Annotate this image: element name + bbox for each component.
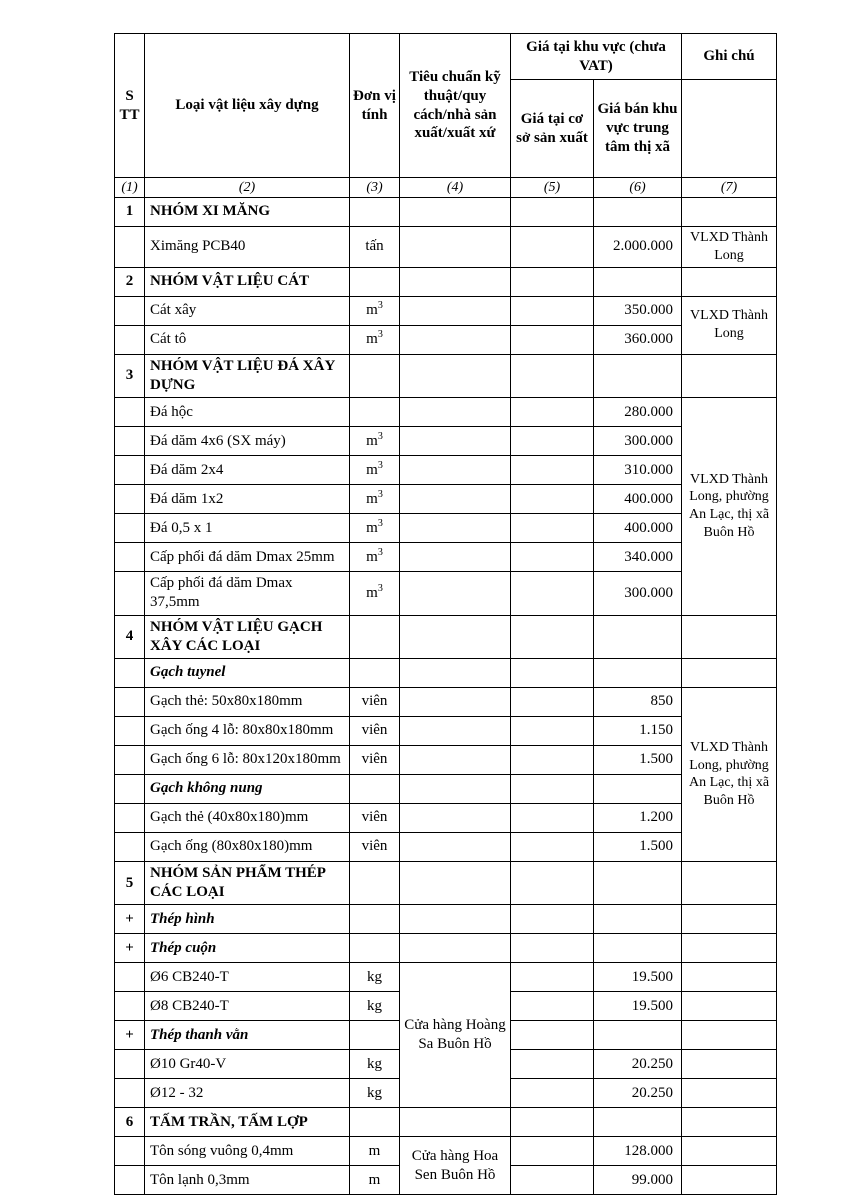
unit-cell: viên [350, 803, 400, 832]
standard-cell [400, 514, 511, 543]
standard-cell: Cửa hàng Hoàng Sa Buôn Hồ [400, 963, 511, 1108]
unit-cell: m [350, 1137, 400, 1166]
standard-cell [400, 398, 511, 427]
table-row [115, 716, 777, 745]
material-cell: Cát tô [145, 325, 350, 354]
material-cell: Đá dăm 2x4 [145, 456, 350, 485]
price-center-cell [594, 198, 682, 227]
price-origin-cell [511, 198, 594, 227]
price-origin-cell [511, 905, 594, 934]
table-row [115, 572, 777, 615]
stt-cell [115, 745, 145, 774]
note-cell: VLXD Thành Long, phường An Lạc, thị xã Buôn Hồ [682, 398, 777, 615]
standard-cell [400, 687, 511, 716]
note-cell [682, 1108, 777, 1137]
price-origin-cell [511, 543, 594, 572]
standard-cell [400, 745, 511, 774]
material-cell: Tôn lạnh 0,3mm [145, 1166, 350, 1195]
note-cell [682, 1079, 777, 1108]
material-cell: Đá dăm 1x2 [145, 485, 350, 514]
unit-cell [350, 398, 400, 427]
unit-cell [350, 354, 400, 397]
table-row [115, 658, 777, 687]
price-center-cell [594, 1021, 682, 1050]
price-origin-cell [511, 1137, 594, 1166]
header-stt: S TT [115, 34, 145, 178]
stt-cell [115, 572, 145, 615]
unit-cell: tấn [350, 227, 400, 268]
standard-cell [400, 572, 511, 615]
superscript-3: 3 [377, 459, 383, 471]
table-row [115, 1137, 777, 1166]
col-number: (6) [594, 178, 682, 198]
price-center-cell: 1.500 [594, 832, 682, 861]
material-cell: Tôn sóng vuông 0,4mm [145, 1137, 350, 1166]
unit-cell: kg [350, 1050, 400, 1079]
standard-cell [400, 803, 511, 832]
stt-cell [115, 1079, 145, 1108]
standard-cell [400, 296, 511, 325]
material-cell: Gạch thẻ: 50x80x180mm [145, 687, 350, 716]
table-row [115, 832, 777, 861]
material-cell: Đá 0,5 x 1 [145, 514, 350, 543]
material-cell: Thép thanh vằn [145, 1021, 350, 1050]
unit-cell: kg [350, 963, 400, 992]
superscript-3: 3 [377, 300, 383, 312]
table-body [115, 198, 777, 1195]
stt-cell [115, 514, 145, 543]
table-row [115, 354, 777, 397]
price-center-cell: 2.000.000 [594, 227, 682, 268]
price-origin-cell [511, 227, 594, 268]
note-cell [682, 1137, 777, 1166]
standard-cell [400, 934, 511, 963]
stt-cell [115, 456, 145, 485]
unit-cell [350, 658, 400, 687]
unit-cell: $m^3$ [350, 572, 400, 615]
price-origin-cell [511, 1108, 594, 1137]
col-number: (3) [350, 178, 400, 198]
unit-cell: viên [350, 687, 400, 716]
price-origin-cell [511, 992, 594, 1021]
standard-cell [400, 198, 511, 227]
price-center-cell [594, 1108, 682, 1137]
header-price-group: Giá tại khu vực (chưa VAT) [511, 34, 682, 80]
standard-cell [400, 427, 511, 456]
price-center-cell: 1.200 [594, 803, 682, 832]
price-origin-cell [511, 1166, 594, 1195]
price-center-cell: 99.000 [594, 1166, 682, 1195]
material-cell: NHÓM VẬT LIỆU ĐÁ XÂY DỰNG [145, 354, 350, 397]
table-row [115, 543, 777, 572]
table-row [115, 963, 777, 992]
note-cell [682, 1050, 777, 1079]
standard-cell [400, 1108, 511, 1137]
price-origin-cell [511, 716, 594, 745]
stt-cell [115, 832, 145, 861]
unit-cell [350, 861, 400, 904]
price-origin-cell [511, 615, 594, 658]
stt-cell [115, 427, 145, 456]
table-row [115, 905, 777, 934]
price-center-cell [594, 905, 682, 934]
price-center-cell: 19.500 [594, 992, 682, 1021]
price-origin-cell [511, 456, 594, 485]
material-cell: Cấp phối đá dăm Dmax 37,5mm [145, 572, 350, 615]
superscript-3: 3 [377, 546, 383, 558]
note-cell [682, 861, 777, 904]
price-origin-cell [511, 485, 594, 514]
material-cell: NHÓM XI MĂNG [145, 198, 350, 227]
material-cell: Gạch thẻ (40x80x180)mm [145, 803, 350, 832]
standard-cell: Cửa hàng Hoa Sen Buôn Hồ [400, 1137, 511, 1195]
price-center-cell [594, 354, 682, 397]
unit-cell [350, 267, 400, 296]
price-origin-cell [511, 398, 594, 427]
stt-cell [115, 485, 145, 514]
table-row [115, 296, 777, 325]
col-number: (2) [145, 178, 350, 198]
note-cell [682, 934, 777, 963]
col-number: (7) [682, 178, 777, 198]
material-cell: Thép hình [145, 905, 350, 934]
price-origin-cell [511, 658, 594, 687]
price-center-cell [594, 658, 682, 687]
stt-cell: + [115, 905, 145, 934]
price-center-cell [594, 615, 682, 658]
stt-cell [115, 687, 145, 716]
material-cell: Ø12 - 32 [145, 1079, 350, 1108]
table-row [115, 615, 777, 658]
price-center-cell: 19.500 [594, 963, 682, 992]
note-cell [682, 1021, 777, 1050]
table-row [115, 198, 777, 227]
table-row [115, 325, 777, 354]
price-center-cell: 340.000 [594, 543, 682, 572]
stt-cell: 5 [115, 861, 145, 904]
unit-cell [350, 905, 400, 934]
note-cell: VLXD Thành Long, phường An Lạc, thị xã Buôn Hồ [682, 687, 777, 861]
stt-cell [115, 325, 145, 354]
table-row [115, 485, 777, 514]
standard-cell [400, 267, 511, 296]
header-material: Loại vật liệu xây dựng [145, 34, 350, 178]
price-center-cell: 850 [594, 687, 682, 716]
price-center-cell: 360.000 [594, 325, 682, 354]
table-row [115, 803, 777, 832]
unit-cell: $m^3$ [350, 427, 400, 456]
superscript-3: 3 [377, 329, 383, 341]
material-cell: Gạch tuynel [145, 658, 350, 687]
header-note: Ghi chú [682, 34, 777, 80]
material-cell: Đá dăm 4x6 (SX máy) [145, 427, 350, 456]
standard-cell [400, 832, 511, 861]
price-origin-cell [511, 427, 594, 456]
unit-cell: $m^3$ [350, 543, 400, 572]
stt-cell [115, 543, 145, 572]
price-center-cell: 20.250 [594, 1050, 682, 1079]
material-cell: Ø6 CB240-T [145, 963, 350, 992]
price-center-cell: 1.150 [594, 716, 682, 745]
price-center-cell: 20.250 [594, 1079, 682, 1108]
stt-cell [115, 774, 145, 803]
note-cell [682, 963, 777, 992]
material-cell: Đá hộc [145, 398, 350, 427]
header-unit: Đơn vị tính [350, 34, 400, 178]
note-cell [682, 354, 777, 397]
price-origin-cell [511, 1079, 594, 1108]
note-cell [682, 615, 777, 658]
table-row [115, 774, 777, 803]
standard-cell [400, 658, 511, 687]
price-center-cell: 280.000 [594, 398, 682, 427]
price-origin-cell [511, 1050, 594, 1079]
price-table [114, 33, 777, 1195]
material-cell: Gạch không nung [145, 774, 350, 803]
stt-cell [115, 296, 145, 325]
price-center-cell [594, 934, 682, 963]
unit-cell: $m^3$ [350, 514, 400, 543]
stt-cell: + [115, 934, 145, 963]
unit-cell: viên [350, 745, 400, 774]
note-cell [682, 198, 777, 227]
price-center-cell [594, 861, 682, 904]
superscript-3: 3 [377, 517, 383, 529]
unit-cell [350, 1021, 400, 1050]
unit-cell: $m^3$ [350, 456, 400, 485]
price-origin-cell [511, 687, 594, 716]
price-center-cell: 310.000 [594, 456, 682, 485]
standard-cell [400, 456, 511, 485]
unit-cell: viên [350, 716, 400, 745]
note-cell [682, 658, 777, 687]
table-row [115, 1108, 777, 1137]
stt-cell [115, 398, 145, 427]
material-cell: NHÓM VẬT LIỆU GẠCH XÂY CÁC LOẠI [145, 615, 350, 658]
col-number: (4) [400, 178, 511, 198]
standard-cell [400, 861, 511, 904]
table-row [115, 427, 777, 456]
standard-cell [400, 774, 511, 803]
standard-cell [400, 354, 511, 397]
unit-cell: $m^3$ [350, 325, 400, 354]
price-origin-cell [511, 267, 594, 296]
material-cell: Ximăng PCB40 [145, 227, 350, 268]
price-origin-cell [511, 354, 594, 397]
table-row [115, 934, 777, 963]
stt-cell [115, 992, 145, 1021]
price-origin-cell [511, 572, 594, 615]
stt-cell: 3 [115, 354, 145, 397]
price-origin-cell [511, 325, 594, 354]
material-cell: Cấp phối đá dăm Dmax 25mm [145, 543, 350, 572]
material-cell: Gạch ống 4 lỗ: 80x80x180mm [145, 716, 350, 745]
price-origin-cell [511, 296, 594, 325]
stt-cell [115, 1137, 145, 1166]
material-cell: Cát xây [145, 296, 350, 325]
standard-cell [400, 615, 511, 658]
table-header [115, 34, 777, 198]
stt-cell [115, 1050, 145, 1079]
material-cell: NHÓM VẬT LIỆU CÁT [145, 267, 350, 296]
price-origin-cell [511, 934, 594, 963]
material-cell: Gạch ống (80x80x180)mm [145, 832, 350, 861]
note-cell [682, 905, 777, 934]
table-row [115, 861, 777, 904]
price-center-cell [594, 774, 682, 803]
table-row [115, 687, 777, 716]
price-origin-cell [511, 861, 594, 904]
price-center-cell [594, 267, 682, 296]
price-center-cell: 400.000 [594, 485, 682, 514]
unit-cell: viên [350, 832, 400, 861]
unit-cell [350, 615, 400, 658]
table-row [115, 456, 777, 485]
table-row [115, 398, 777, 427]
price-center-cell: 300.000 [594, 572, 682, 615]
stt-cell: 4 [115, 615, 145, 658]
superscript-3: 3 [377, 488, 383, 500]
stt-cell: 2 [115, 267, 145, 296]
standard-cell [400, 485, 511, 514]
material-cell: Ø10 Gr40-V [145, 1050, 350, 1079]
price-origin-cell [511, 1021, 594, 1050]
col-number: (5) [511, 178, 594, 198]
stt-cell [115, 1166, 145, 1195]
superscript-3: 3 [377, 582, 383, 594]
stt-cell: + [115, 1021, 145, 1050]
unit-cell: m [350, 1166, 400, 1195]
standard-cell [400, 543, 511, 572]
col-number: (1) [115, 178, 145, 198]
unit-cell: kg [350, 1079, 400, 1108]
price-origin-cell [511, 803, 594, 832]
stt-cell [115, 803, 145, 832]
price-center-cell: 300.000 [594, 427, 682, 456]
unit-cell [350, 774, 400, 803]
table-row [115, 514, 777, 543]
table-row [115, 227, 777, 268]
standard-cell [400, 716, 511, 745]
header-row-numbers [115, 178, 777, 198]
unit-cell [350, 934, 400, 963]
note-cell [682, 992, 777, 1021]
price-origin-cell [511, 774, 594, 803]
unit-cell [350, 198, 400, 227]
table-row [115, 745, 777, 774]
material-cell: TẤM TRẦN, TẤM LỢP [145, 1108, 350, 1137]
stt-cell [115, 227, 145, 268]
stt-cell [115, 658, 145, 687]
header-row-top [115, 34, 777, 80]
standard-cell [400, 905, 511, 934]
note-cell [682, 267, 777, 296]
unit-cell: kg [350, 992, 400, 1021]
price-center-cell: 128.000 [594, 1137, 682, 1166]
note-cell: VLXD Thành Long [682, 227, 777, 268]
unit-cell [350, 1108, 400, 1137]
table-row [115, 267, 777, 296]
material-cell: Gạch ống 6 lỗ: 80x120x180mm [145, 745, 350, 774]
standard-cell [400, 325, 511, 354]
stt-cell: 6 [115, 1108, 145, 1137]
standard-cell [400, 227, 511, 268]
note-cell [682, 1166, 777, 1195]
material-cell: NHÓM SẢN PHẨM THÉP CÁC LOẠI [145, 861, 350, 904]
price-center-cell: 1.500 [594, 745, 682, 774]
header-price-center: Giá bán khu vực trung tâm thị xã [594, 80, 682, 178]
price-center-cell: 350.000 [594, 296, 682, 325]
unit-cell: $m^3$ [350, 485, 400, 514]
price-origin-cell [511, 963, 594, 992]
price-origin-cell [511, 832, 594, 861]
header-price-origin: Giá tại cơ sở sản xuất [511, 80, 594, 178]
stt-cell [115, 963, 145, 992]
stt-cell: 1 [115, 198, 145, 227]
note-cell: VLXD Thành Long [682, 296, 777, 354]
header-standard: Tiêu chuẩn kỹ thuật/quy cách/nhà sản xuất/xuất xứ [400, 34, 511, 178]
price-center-cell: 400.000 [594, 514, 682, 543]
stt-cell [115, 716, 145, 745]
price-origin-cell [511, 514, 594, 543]
header-note-spacer [682, 80, 777, 178]
price-origin-cell [511, 745, 594, 774]
material-cell: Thép cuộn [145, 934, 350, 963]
unit-cell: $m^3$ [350, 296, 400, 325]
material-cell: Ø8 CB240-T [145, 992, 350, 1021]
superscript-3: 3 [377, 430, 383, 442]
